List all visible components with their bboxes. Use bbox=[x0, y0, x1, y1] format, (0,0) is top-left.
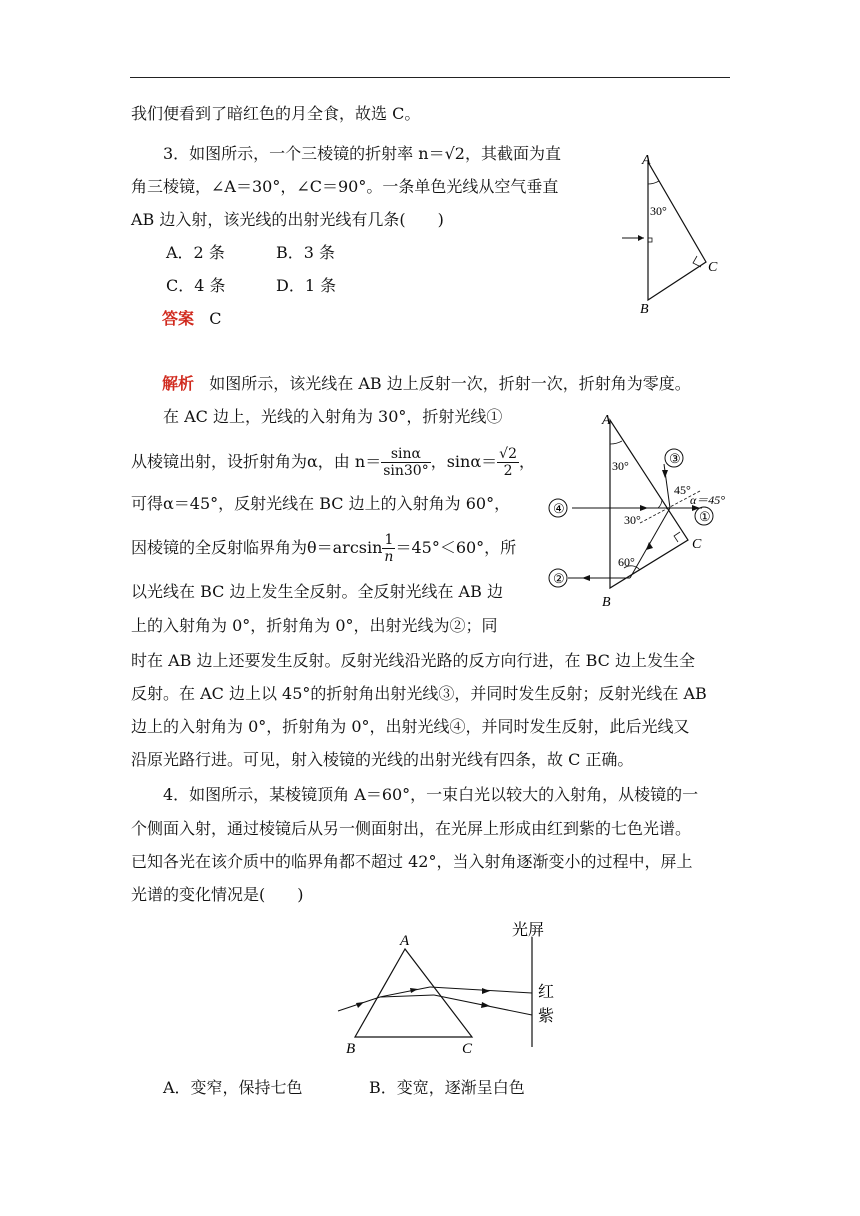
fraction-1n-num: 1 bbox=[382, 532, 395, 549]
ray-4-arrowhead bbox=[640, 505, 648, 511]
analysis-line-8: 反射。在 AC 边上以 45°的折射角出射光线③，并同时发生反射；反射光线在 AB bbox=[131, 684, 707, 703]
exit-purple-arrowhead bbox=[481, 1002, 490, 1008]
angle-arc bbox=[648, 181, 659, 184]
analysis-line-4b: ＝45°＜60°，所 bbox=[395, 538, 517, 557]
q3-answer bbox=[162, 309, 222, 329]
incident-arrowhead bbox=[356, 1002, 364, 1008]
answer-value: C bbox=[209, 309, 222, 328]
analysis-line-4 bbox=[131, 526, 516, 570]
ray-3-arrowhead bbox=[662, 470, 668, 478]
vertex-a-label: A bbox=[642, 153, 651, 168]
fraction-sin-num: sinα bbox=[381, 446, 431, 463]
analysis-label: 解析 bbox=[162, 374, 195, 393]
fraction-root2 bbox=[497, 446, 519, 479]
angle-45-label: 45° bbox=[674, 483, 691, 497]
c-right-angle-mark bbox=[674, 532, 680, 542]
q3-prism-figure bbox=[600, 150, 740, 320]
analysis-line-9: 边上的入射角为 0°，折射角为 0°，出射光线④，并同时发生反射，此后光线又 bbox=[131, 717, 690, 736]
fraction-1n-den: n bbox=[384, 549, 394, 565]
angle-30-label: 30° bbox=[624, 513, 641, 527]
label-2: ② bbox=[553, 571, 565, 586]
q4-option-b: B．变宽，逐渐呈白色 bbox=[369, 1078, 525, 1097]
ray-2-arrowhead bbox=[582, 575, 590, 581]
analysis-line-2c: ， bbox=[518, 452, 535, 471]
vertex-c-label: C bbox=[708, 260, 718, 275]
red-label: 红 bbox=[538, 984, 555, 1001]
purple-label: 紫 bbox=[538, 1008, 555, 1025]
inner-arrowhead bbox=[410, 988, 418, 993]
angle-30-arc bbox=[658, 499, 662, 508]
exit-red-arrowhead bbox=[482, 988, 490, 994]
angle-a-arc bbox=[610, 441, 622, 444]
vertex-c-label: C bbox=[692, 537, 702, 552]
reflected-arrowhead bbox=[646, 542, 653, 550]
screen-label: 光屏 bbox=[512, 922, 545, 939]
q4-option-a: A．变窄，保持七色 bbox=[163, 1078, 303, 1097]
label-1: ① bbox=[699, 509, 711, 524]
q3-line-2: 角三棱镜，∠A＝30°，∠C＝90°。一条单色光线从空气垂直 bbox=[131, 177, 559, 196]
fraction-sin-den: sin30° bbox=[383, 463, 429, 479]
carryover-text: 我们便看到了暗红色的月全食，故选 C。 bbox=[131, 104, 421, 123]
vertex-c-label: C bbox=[462, 1041, 473, 1057]
label-3: ③ bbox=[669, 451, 681, 466]
analysis-first-line bbox=[162, 374, 691, 394]
q3-line-3: AB 边入射，该光线的出射光线有几条( ) bbox=[131, 210, 444, 229]
q3-option-b: B．3 条 bbox=[276, 243, 336, 262]
analysis-line-2b: ，sinα＝ bbox=[430, 452, 498, 471]
angle-60-label: 60° bbox=[618, 555, 635, 569]
analysis-ray-figure bbox=[540, 408, 755, 613]
prism-outline bbox=[648, 162, 706, 300]
q4-line-1: 4．如图所示，某棱镜顶角 A＝60°，一束白光以较大的入射角，从棱镜的一 bbox=[163, 785, 699, 804]
analysis-line-2 bbox=[131, 440, 535, 484]
answer-label: 答案 bbox=[162, 309, 195, 328]
analysis-first-text: 如图所示，该光线在 AB 边上反射一次，折射一次，折射角为零度。 bbox=[209, 374, 691, 393]
analysis-line-10: 沿原光路行进。可见，射入棱镜的光线的出射光线有四条，故 C 正确。 bbox=[131, 750, 634, 769]
vertex-a-label: A bbox=[602, 413, 611, 428]
vertex-b-label: B bbox=[602, 595, 611, 610]
vertex-b-label: B bbox=[346, 1041, 356, 1057]
fraction-1n bbox=[382, 532, 395, 565]
alpha-label: α＝45° bbox=[690, 493, 726, 507]
q3-option-c: C．4 条 bbox=[166, 276, 226, 295]
analysis-line-2a: 从棱镜出射，设折射角为α，由 n＝ bbox=[131, 452, 382, 471]
fraction-root2-den: 2 bbox=[503, 463, 513, 479]
q3-option-d: D．1 条 bbox=[276, 276, 337, 295]
label-4: ④ bbox=[553, 501, 565, 516]
angle-a-30-label: 30° bbox=[612, 459, 629, 473]
analysis-line-6: 上的入射角为 0°，折射角为 0°，出射光线为②；同 bbox=[131, 616, 498, 635]
q4-line-2: 个侧面入射，通过棱镜后从另一侧面射出，在光屏上形成由红到紫的七色光谱。 bbox=[131, 819, 692, 838]
angle-30-label: 30° bbox=[650, 204, 667, 218]
vertex-b-label: B bbox=[640, 302, 649, 317]
prism-outline bbox=[355, 949, 472, 1037]
analysis-line-3: 可得α＝45°，反射光线在 BC 边上的入射角为 60°， bbox=[131, 494, 511, 513]
analysis-line-1: 在 AC 边上，光线的入射角为 30°，折射光线① bbox=[163, 407, 503, 426]
q4-line-4: 光谱的变化情况是( ) bbox=[131, 885, 304, 904]
header-rule bbox=[130, 77, 730, 78]
analysis-line-4a: 因棱镜的全反射临界角为θ＝arcsin bbox=[131, 538, 383, 557]
q3-option-a: A．2 条 bbox=[166, 243, 225, 262]
exit-ray-red bbox=[430, 987, 532, 993]
analysis-line-5: 以光线在 BC 边上发生全反射。全反射光线在 AB 边 bbox=[131, 582, 503, 601]
analysis-line-7: 时在 AB 边上还要发生反射。反射光线沿光路的反方向行进，在 BC 边上发生全 bbox=[131, 651, 695, 670]
q4-prism-screen-figure bbox=[330, 915, 580, 1060]
vertex-a-label: A bbox=[400, 933, 410, 949]
q4-line-3: 已知各光在该介质中的临界角都不超过 42°，当入射角逐渐变小的过程中，屏上 bbox=[131, 852, 693, 871]
q3-line-1: 3．如图所示，一个三棱镜的折射率 n＝√2，其截面为直 bbox=[163, 144, 561, 163]
fraction-root2-num: √2 bbox=[499, 446, 517, 462]
ray-arrowhead bbox=[638, 235, 644, 241]
fraction-sin bbox=[381, 446, 431, 479]
